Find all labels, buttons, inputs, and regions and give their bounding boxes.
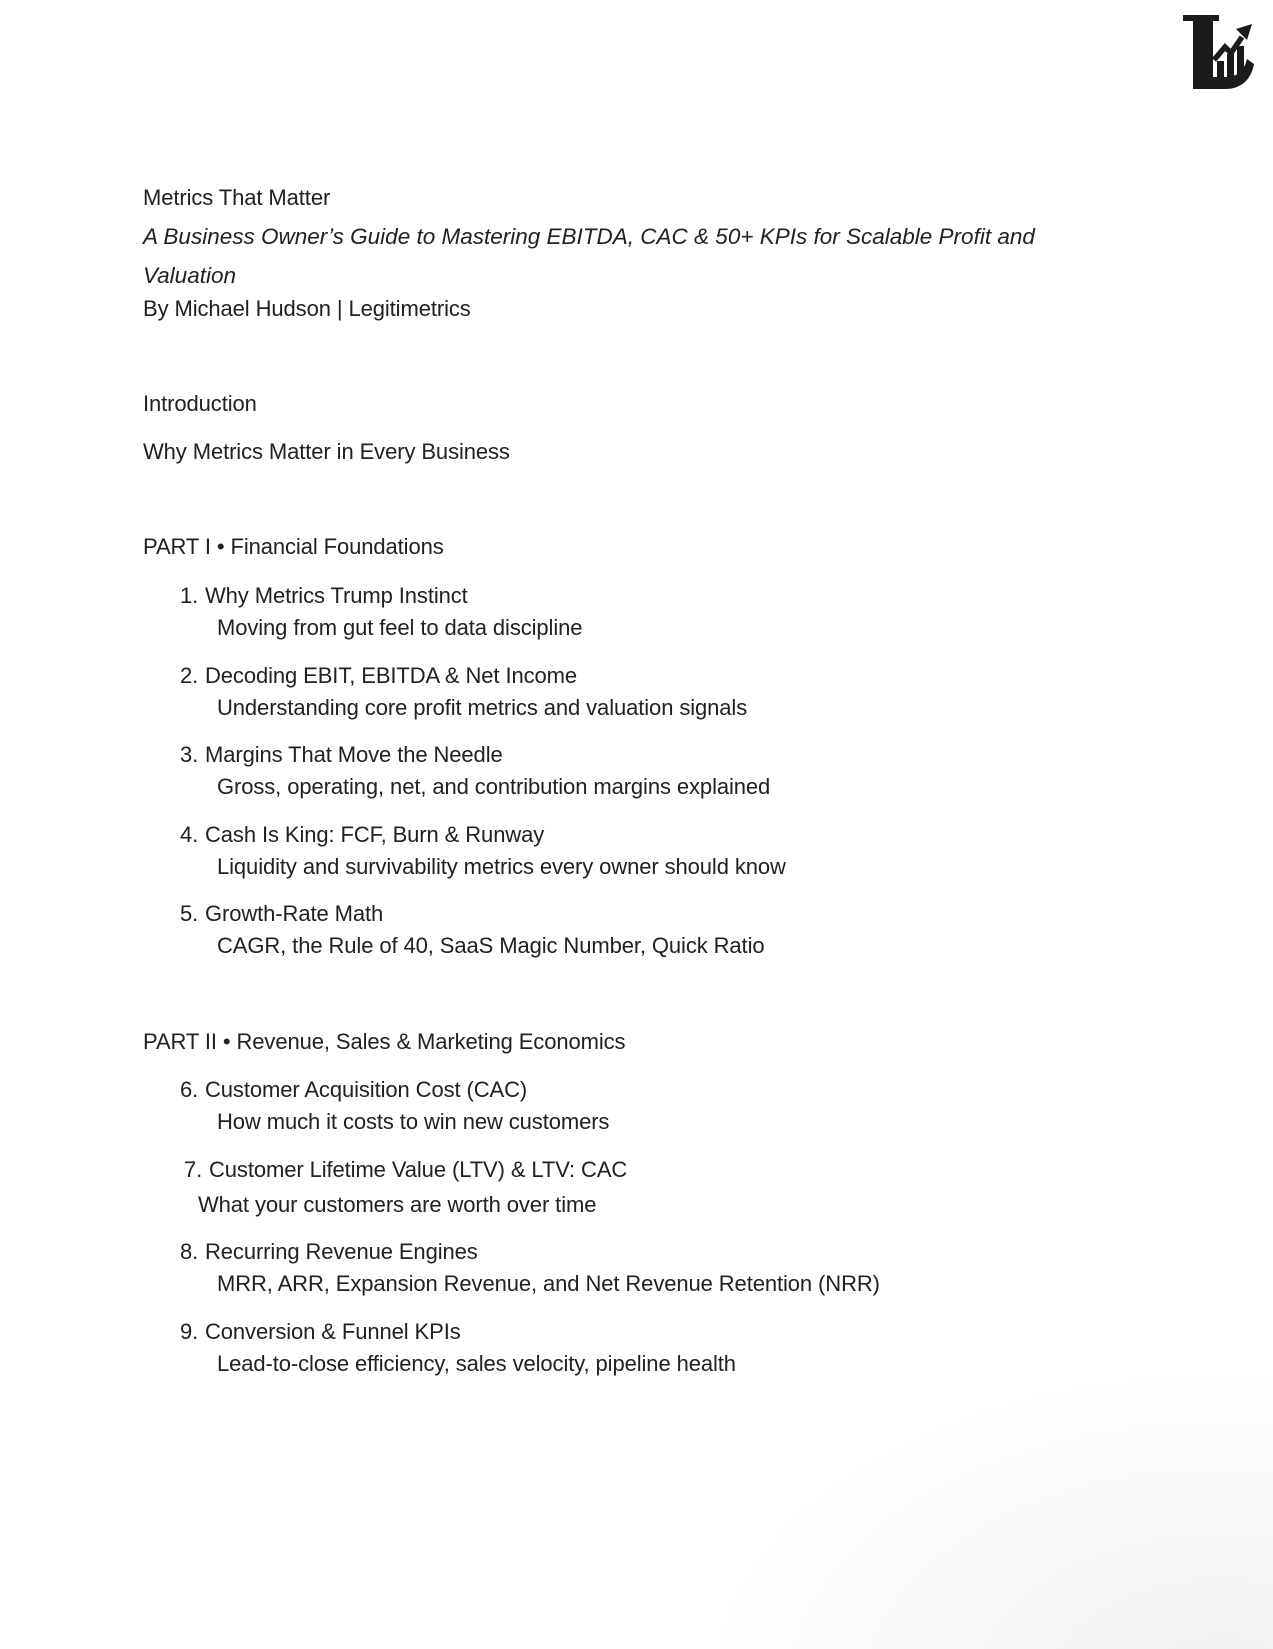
toc-item-subtitle: How much it costs to win new customers <box>217 1109 610 1134</box>
part-2-heading: PART II • Revenue, Sales & Marketing Economics <box>143 1029 626 1054</box>
toc-item-title: Decoding EBIT, EBITDA & Net Income <box>205 662 577 688</box>
toc-item <box>143 819 1193 883</box>
toc-item-number: 2. <box>180 662 199 688</box>
toc-item <box>143 1154 1193 1221</box>
book-author: By Michael Hudson | Legitimetrics <box>143 296 471 321</box>
toc-item-number: 1. <box>180 583 199 608</box>
toc-item-number: 8. <box>180 1239 199 1264</box>
book-subtitle-line2: Valuation <box>143 263 236 288</box>
toc-item <box>143 1316 1193 1380</box>
introduction-subheading: Why Metrics Matter in Every Business <box>143 439 510 464</box>
book-subtitle <box>143 217 1123 295</box>
logo-svg <box>1180 13 1258 97</box>
toc-item-subtitle: What your customers are worth over time <box>198 1191 597 1217</box>
toc-item <box>143 580 1193 644</box>
legitimetrics-logo-icon <box>1180 13 1258 97</box>
toc-item-subtitle: Moving from gut feel to data discipline <box>217 615 583 640</box>
book-subtitle-line1: A Business Owner’s Guide to Mastering EBITDA, CAC & 50+ KPIs for Scalable Profit and <box>143 224 1035 249</box>
toc-item <box>143 1074 1193 1138</box>
book-title: Metrics That Matter <box>143 185 331 210</box>
toc-item-subtitle: CAGR, the Rule of 40, SaaS Magic Number, Quick Ratio <box>217 933 765 958</box>
toc-item-number: 3. <box>180 742 199 767</box>
toc-item-title: Why Metrics Trump Instinct <box>205 583 468 608</box>
toc-item <box>143 898 1193 962</box>
toc-item-title: Customer Lifetime Value (LTV) & LTV: CAC <box>209 1156 628 1182</box>
toc-item-number: 6. <box>180 1077 199 1102</box>
toc-item-subtitle: Lead-to-close efficiency, sales velocity, pipeline health <box>217 1350 736 1376</box>
part-1-items <box>143 580 1193 978</box>
toc-item-subtitle: Liquidity and survivability metrics every owner should know <box>217 853 786 879</box>
toc-item-title: Growth-Rate Math <box>205 901 384 926</box>
toc-item-title: Recurring Revenue Engines <box>205 1239 478 1264</box>
toc-item-subtitle: Understanding core profit metrics and valuation signals <box>217 694 748 720</box>
part-2-items <box>143 1074 1193 1395</box>
toc-item-title: Cash Is King: FCF, Burn & Runway <box>205 821 545 847</box>
toc-item-subtitle: MRR, ARR, Expansion Revenue, and Net Revenue Retention (NRR) <box>217 1271 880 1296</box>
toc-item-title: Customer Acquisition Cost (CAC) <box>205 1077 528 1102</box>
toc-item-title: Margins That Move the Needle <box>205 742 503 767</box>
logo-growth-arrow-icon <box>1214 24 1252 60</box>
toc-item-subtitle: Gross, operating, net, and contribution margins explained <box>217 774 771 799</box>
part-1-heading: PART I • Financial Foundations <box>143 534 444 559</box>
toc-item <box>143 1236 1193 1300</box>
toc-item-number: 4. <box>180 821 199 847</box>
introduction-heading: Introduction <box>143 391 257 416</box>
toc-item <box>143 660 1193 724</box>
toc-item-title: Conversion & Funnel KPIs <box>205 1318 461 1344</box>
toc-item-number: 9. <box>180 1318 199 1344</box>
toc-item-number: 7. <box>184 1156 203 1182</box>
toc-item-number: 5. <box>180 901 199 926</box>
toc-item <box>143 739 1193 803</box>
